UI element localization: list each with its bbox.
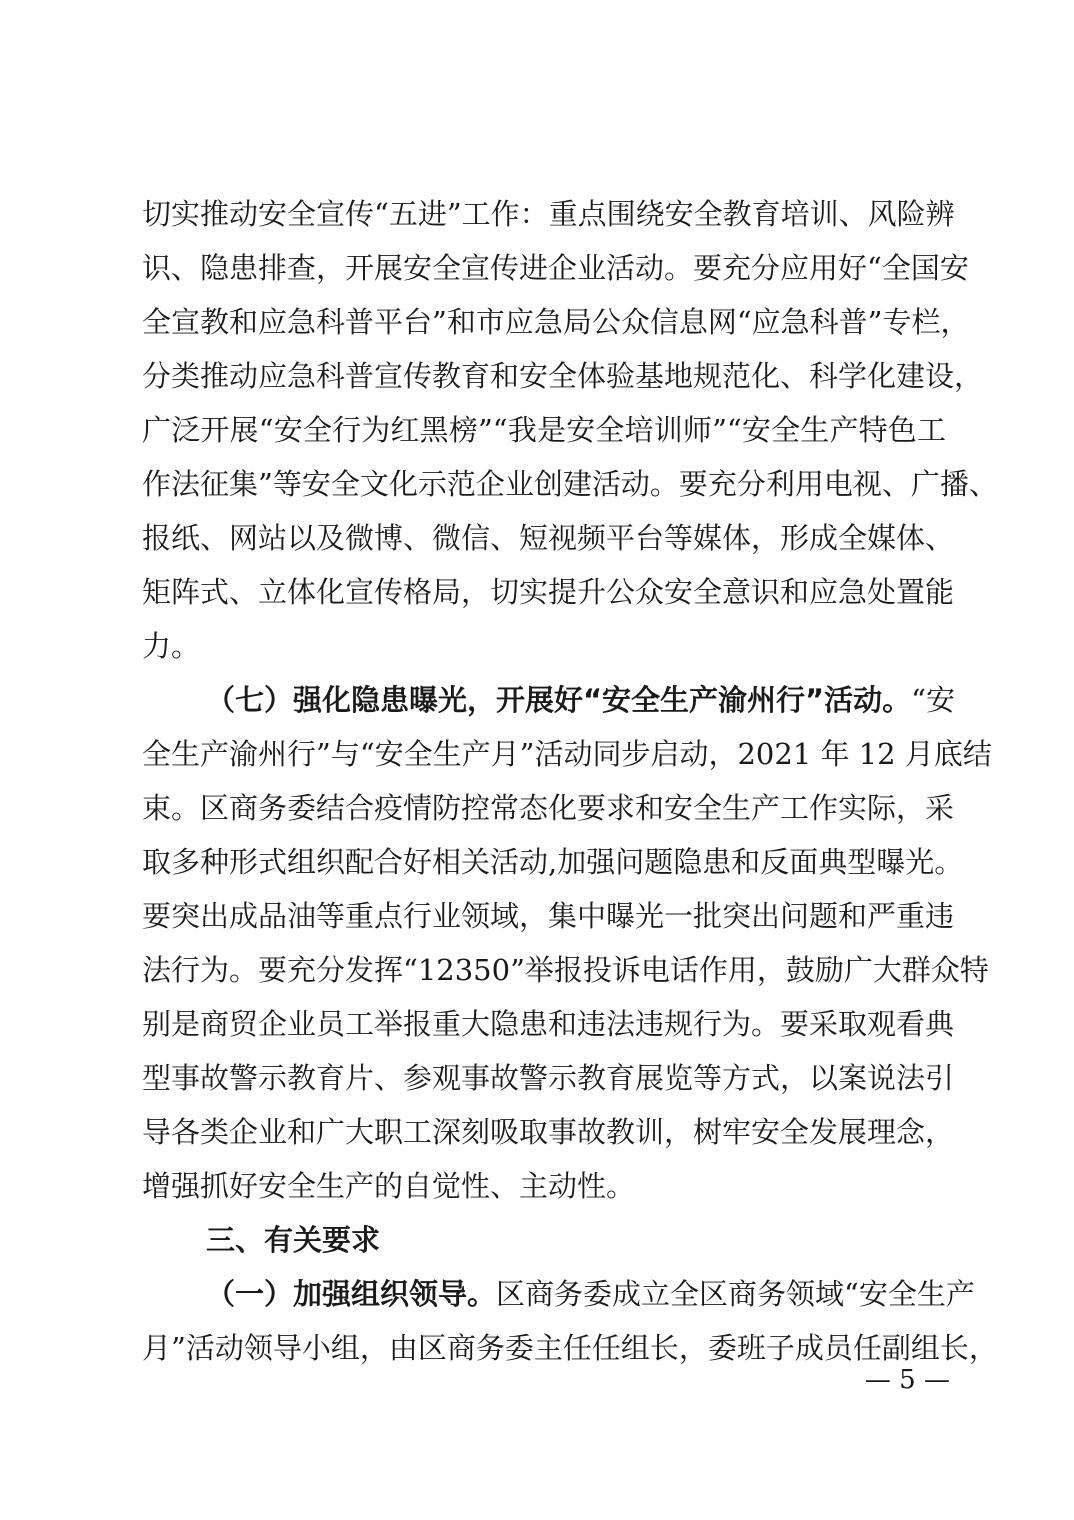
body-text-line: 广泛开展“安全行为红黑榜”“我是安全培训师”“安全生产特色工 [142, 413, 946, 447]
page-number: — 5 — [864, 1365, 950, 1395]
body-text-line: 别是商贸企业员工举报重大隐患和违法违规行为。要采取观看典 [142, 1007, 955, 1041]
body-text-line: 全宣教和应急科普平台”和市应急局公众信息网“应急科普”专栏， [142, 305, 970, 339]
section-three-heading: 三、有关要求 [206, 1223, 381, 1257]
body-text-line: 束。区商务委结合疫情防控常态化要求和安全生产工作实际，采 [142, 791, 955, 825]
body-text-line: 切实推动安全宣传“五进”工作：重点围绕安全教育培训、风险辨 [142, 197, 955, 231]
section-seven-first-line-rest: “安 [911, 683, 955, 717]
body-text-line: 作法征集”等安全文化示范企业创建活动。要充分利用电视、广播、 [142, 467, 998, 501]
body-text-line: 力。 [142, 629, 201, 663]
body-text-line: 法行为。要充分发挥“12350”举报投诉电话作用，鼓励广大群众特 [142, 953, 989, 987]
body-text-line: 要突出成品油等重点行业领域，集中曝光一批突出问题和严重违 [142, 899, 955, 933]
body-text-line: 增强抓好安全生产的自觉性、主动性。 [142, 1169, 636, 1203]
subsection-one-first-line [206, 1267, 975, 1321]
body-text-line: 全生产渝州行”与“安全生产月”活动同步启动，2021 年 12 月底结 [142, 737, 992, 771]
body-text-line: 报纸、网站以及微博、微信、短视频平台等媒体，形成全媒体、 [142, 521, 955, 555]
section-seven-title: （七）强化隐患曝光，开展好“安全生产渝州行”活动。 [206, 683, 912, 717]
body-text-line: 取多种形式组织配合好相关活动,加强问题隐患和反面典型曝光。 [142, 845, 964, 879]
body-text-line: 型事故警示教育片、参观事故警示教育展览等方式，以案说法引 [142, 1061, 955, 1095]
subsection-one-title: （一）加强组织领导。 [206, 1277, 497, 1311]
body-text-line: 识、隐患排查，开展安全宣传进企业活动。要充分应用好“全国安 [142, 251, 969, 285]
body-text-line: 矩阵式、立体化宣传格局，切实提升公众安全意识和应急处置能 [142, 575, 955, 609]
body-text-line: 导各类企业和广大职工深刻吸取事故教训，树牢安全发展理念， [142, 1115, 955, 1149]
body-text-line: 分类推动应急科普宣传教育和安全体验基地规范化、科学化建设， [142, 359, 984, 393]
section-seven-first-line [206, 673, 955, 727]
body-text-line: 月”活动领导小组，由区商务委主任任组长，委班子成员任副组长， [142, 1331, 998, 1365]
subsection-one-first-line-rest: 区商务委成立全区商务领域“安全生产 [496, 1277, 975, 1311]
